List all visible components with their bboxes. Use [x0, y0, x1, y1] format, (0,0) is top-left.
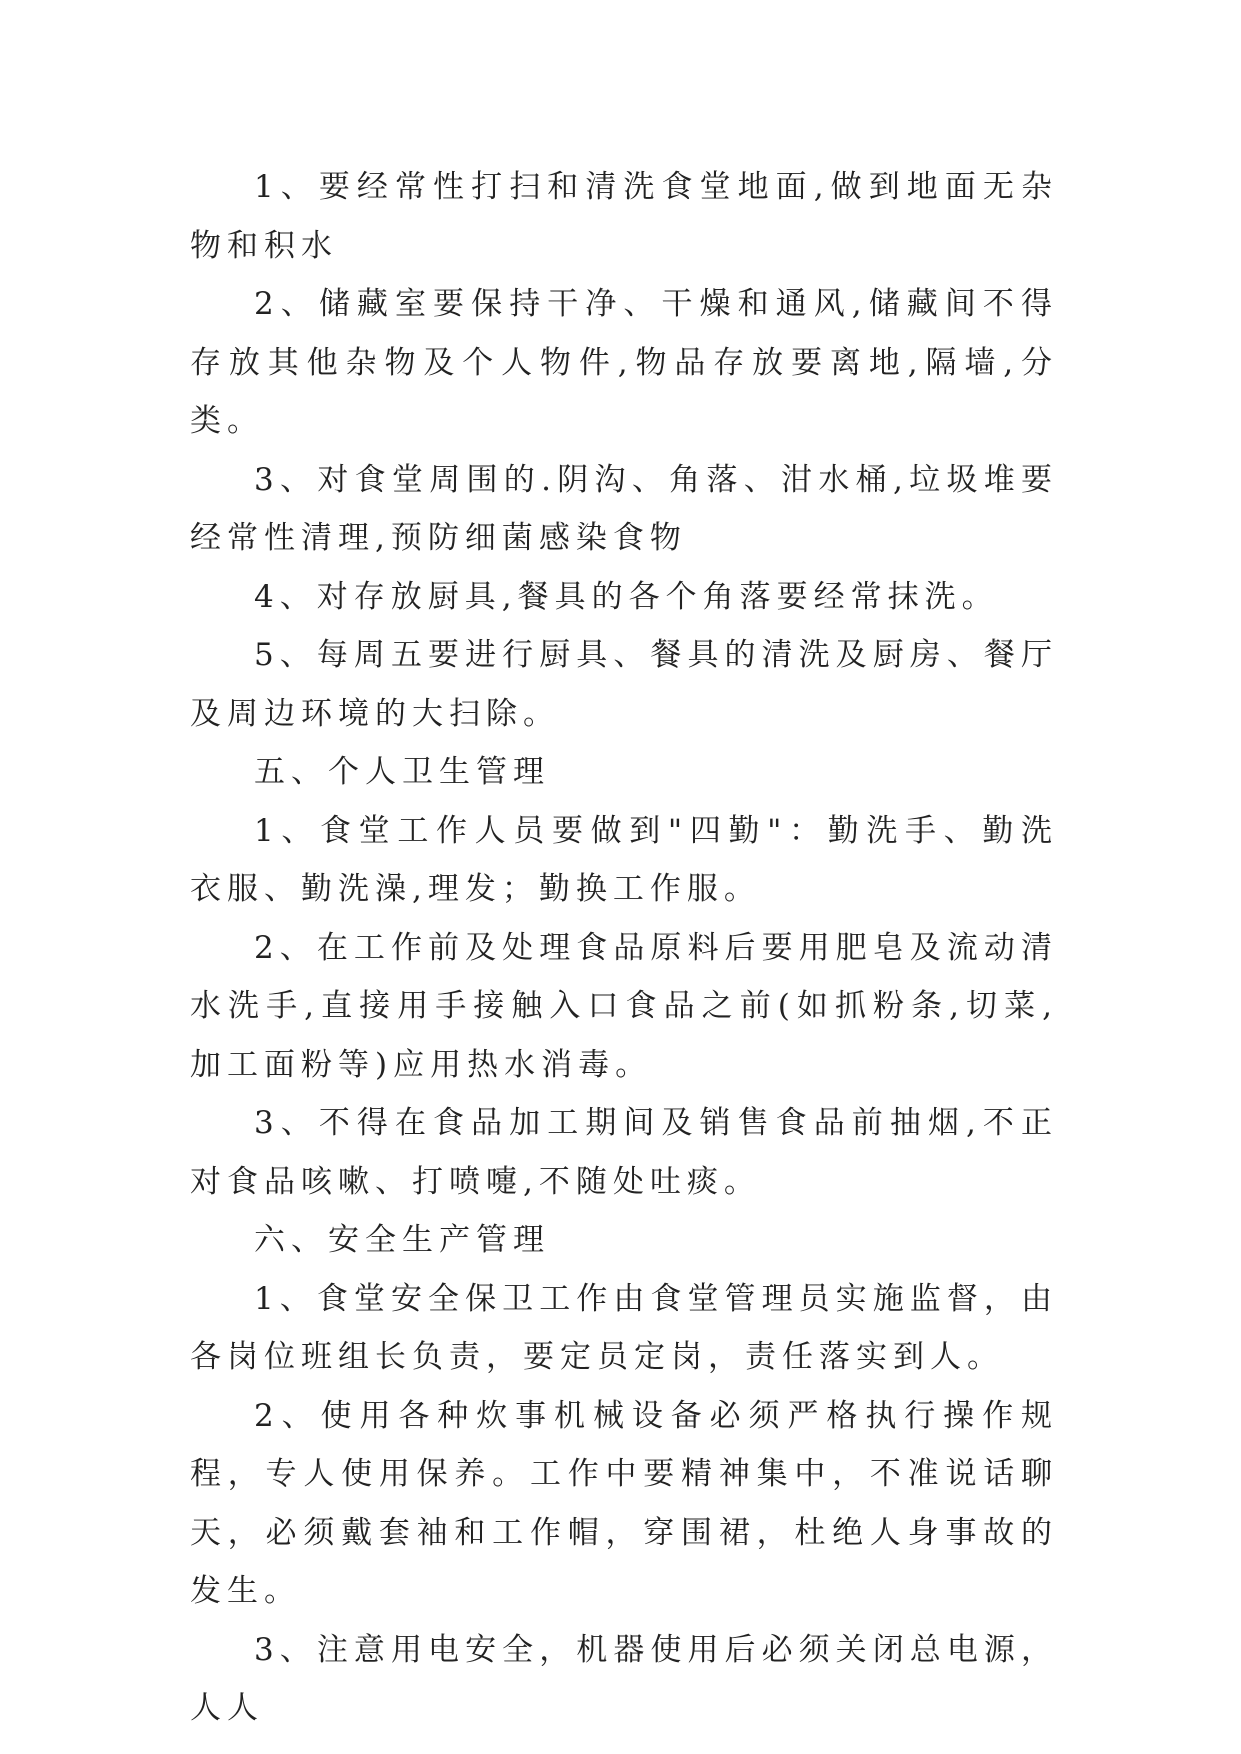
paragraph-safety-2: 2、使用各种炊事机械设备必须严格执行操作规程，专人使用保养。工作中要精神集中，不准说话聊天，必须戴套袖和工作帽，穿围裙，杜绝人身事故的发生。	[190, 1397, 1058, 1609]
paragraph-safety-3: 3、注意用电安全，机器使用后必须关闭总电源，人人	[190, 1631, 1058, 1726]
paragraph-safety-1: 1、食堂安全保卫工作由食堂管理员实施监督，由各岗位班组长负责，要定员定岗，责任落实到人。	[190, 1280, 1058, 1375]
paragraph-hygiene-2: 2、在工作前及处理食品原料后要用肥皂及流动清水洗手,直接用手接触入口食品之前(如抓粉条,切菜,加工面粉等)应用热水消毒。	[190, 929, 1058, 1083]
paragraph-hygiene-3: 3、不得在食品加工期间及销售食品前抽烟,不正对食品咳嗽、打喷嚏,不随处吐痰。	[190, 1105, 1058, 1200]
document-body	[190, 158, 1058, 1738]
paragraph-hygiene-1: 1、食堂工作人员要做到"四勤"：勤洗手、勤洗衣服、勤洗澡,理发；勤换工作服。	[190, 812, 1058, 907]
section-heading-safety: 六、安全生产管理	[254, 1222, 550, 1258]
paragraph-sanitation-1: 1、要经常性打扫和清洗食堂地面,做到地面无杂物和积水	[190, 169, 1058, 264]
section-heading-personal-hygiene: 五、个人卫生管理	[254, 754, 550, 790]
paragraph-sanitation-5: 5、每周五要进行厨具、餐具的清洗及厨房、餐厅及周边环境的大扫除。	[190, 637, 1058, 732]
paragraph-sanitation-4: 4、对存放厨具,餐具的各个角落要经常抹洗。	[254, 578, 999, 615]
paragraph-sanitation-2: 2、储藏室要保持干净、干燥和通风,储藏间不得存放其他杂物及个人物件,物品存放要离地,隔墙,分类。	[190, 286, 1058, 439]
paragraph-sanitation-3: 3、对食堂周围的.阴沟、角落、泔水桶,垃圾堆要经常性清理,预防细菌感染食物	[190, 461, 1058, 556]
